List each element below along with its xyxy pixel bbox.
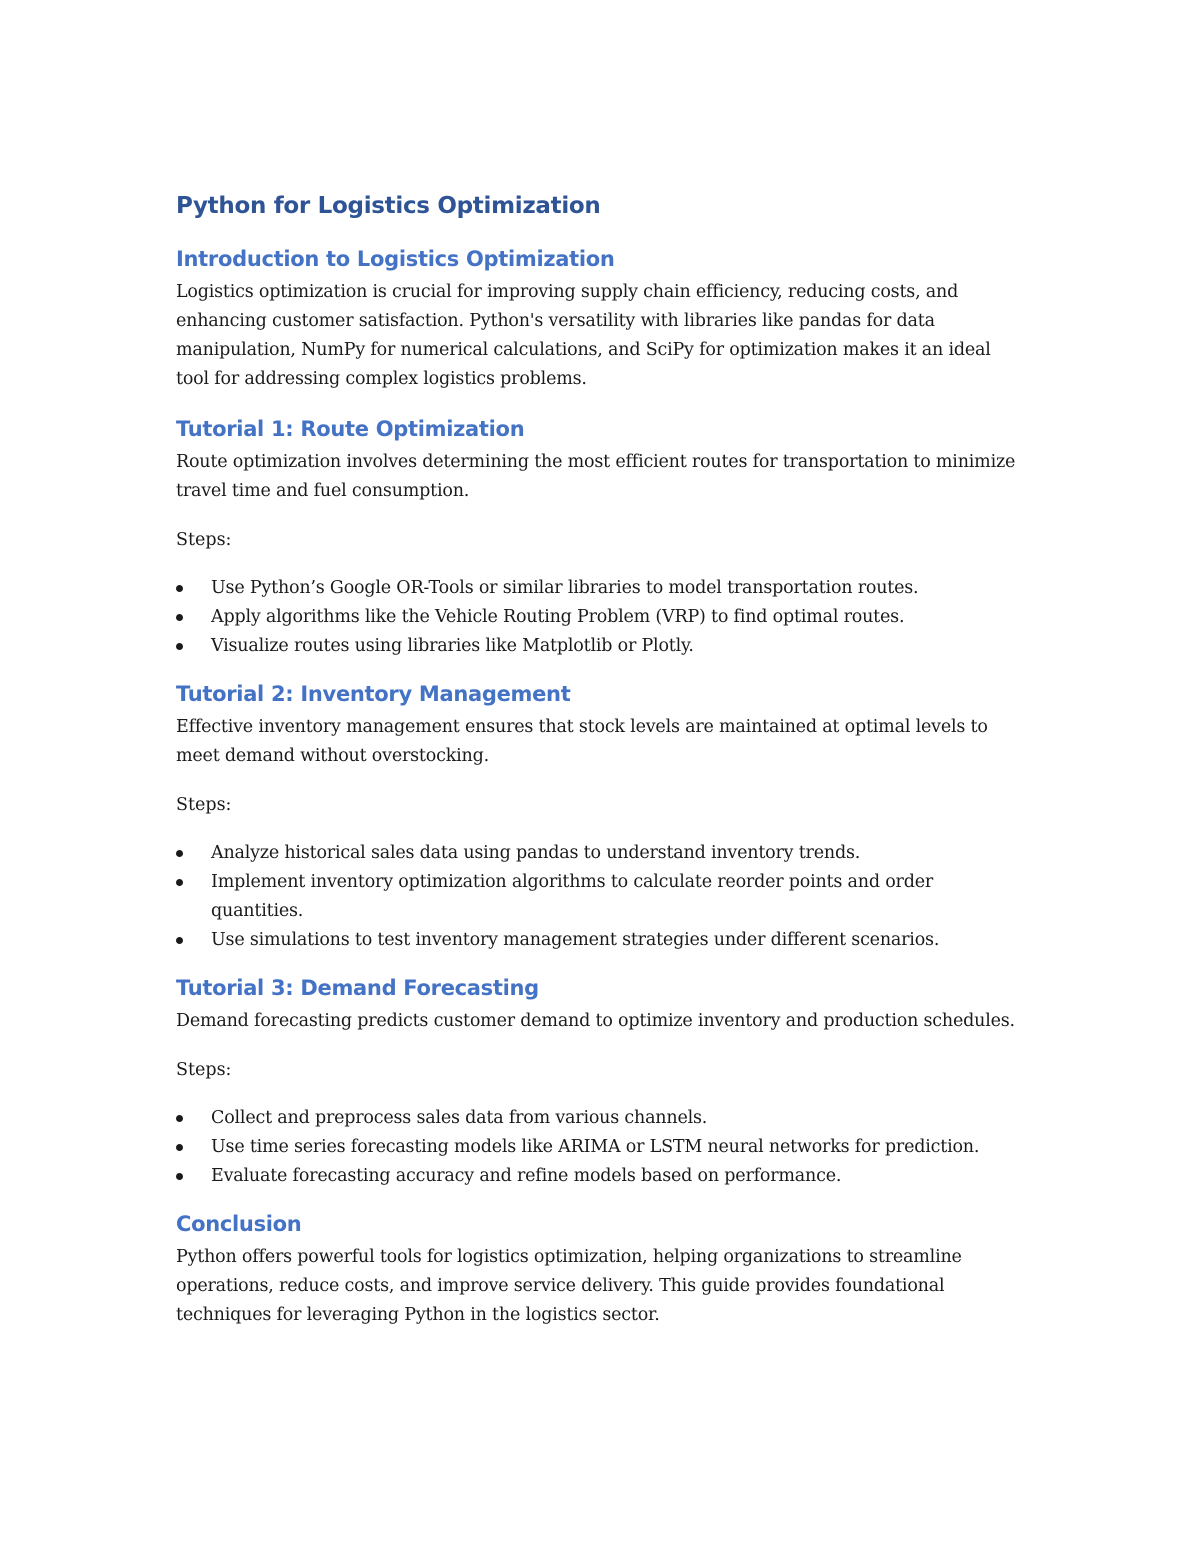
bullet-icon xyxy=(176,850,183,857)
list-item xyxy=(176,1162,1026,1191)
bullet-icon xyxy=(176,643,183,650)
list-item-text: Use time series forecasting models like ARIMA or LSTM neural networks for prediction. xyxy=(211,1137,980,1157)
list-item-text: Apply algorithms like the Vehicle Routing Problem (VRP) to find optimal routes. xyxy=(211,607,905,627)
bullet-icon xyxy=(176,614,183,621)
section-paragraph: Route optimization involves determining the most efficient routes for transportation to minimize travel time and fuel consumption. xyxy=(176,452,1016,501)
bullet-icon xyxy=(176,1173,183,1180)
list-item-text: Use Python’s Google OR-Tools or similar libraries to model transportation routes. xyxy=(211,578,919,598)
list-item xyxy=(176,632,1026,661)
steps-label: Steps: xyxy=(176,1060,232,1080)
list-item xyxy=(176,868,1026,926)
document-body xyxy=(176,190,1026,1350)
list-item-text: Collect and preprocess sales data from various channels. xyxy=(211,1108,708,1128)
section-paragraph: Demand forecasting predicts customer demand to optimize inventory and production schedules. xyxy=(176,1011,1015,1031)
list-item xyxy=(176,574,1026,603)
steps-list xyxy=(176,839,1026,955)
section-paragraph: Effective inventory management ensures that stock levels are maintained at optimal levels to meet demand without overstocking. xyxy=(176,717,988,766)
section-heading: Introduction to Logistics Optimization xyxy=(176,247,615,271)
bullet-icon xyxy=(176,1144,183,1151)
section-tutorial-3 xyxy=(176,973,1026,1191)
section-conclusion xyxy=(176,1209,1026,1330)
steps-list xyxy=(176,1104,1026,1191)
section-heading: Tutorial 2: Inventory Management xyxy=(176,682,571,706)
bullet-icon xyxy=(176,1115,183,1122)
section-tutorial-2 xyxy=(176,679,1026,955)
steps-list xyxy=(176,574,1026,661)
steps-label: Steps: xyxy=(176,530,232,550)
document-title: Python for Logistics Optimization xyxy=(176,193,601,219)
list-item xyxy=(176,926,1026,955)
list-item-text: Implement inventory optimization algorithms to calculate reorder points and order quantities. xyxy=(211,872,934,921)
list-item-text: Evaluate forecasting accuracy and refine models based on performance. xyxy=(211,1166,842,1186)
section-heading: Tutorial 1: Route Optimization xyxy=(176,417,525,441)
bullet-icon xyxy=(176,879,183,886)
list-item-text: Analyze historical sales data using pandas to understand inventory trends. xyxy=(211,843,861,863)
list-item xyxy=(176,603,1026,632)
bullet-icon xyxy=(176,585,183,592)
list-item xyxy=(176,839,1026,868)
bullet-icon xyxy=(176,937,183,944)
section-paragraph: Python offers powerful tools for logistics optimization, helping organizations to streamline operations, reduce costs, and improve service delivery. This guide provides foundational techniques for leveraging Python in the logistics sector. xyxy=(176,1247,962,1325)
steps-label: Steps: xyxy=(176,795,232,815)
list-item-text: Use simulations to test inventory management strategies under different scenarios. xyxy=(211,930,940,950)
list-item xyxy=(176,1104,1026,1133)
section-paragraph: Logistics optimization is crucial for improving supply chain efficiency, reducing costs, and enhancing customer satisfaction. Python's versatility with libraries like pandas for data manipulation, NumPy for numerical calculations, and SciPy for optimization makes it an ideal tool for addressing complex logistics problems. xyxy=(176,282,991,389)
list-item xyxy=(176,1133,1026,1162)
section-introduction xyxy=(176,244,1026,394)
section-heading: Tutorial 3: Demand Forecasting xyxy=(176,976,539,1000)
list-item-text: Visualize routes using libraries like Matplotlib or Plotly. xyxy=(211,636,694,656)
section-heading: Conclusion xyxy=(176,1212,302,1236)
section-tutorial-1 xyxy=(176,414,1026,661)
